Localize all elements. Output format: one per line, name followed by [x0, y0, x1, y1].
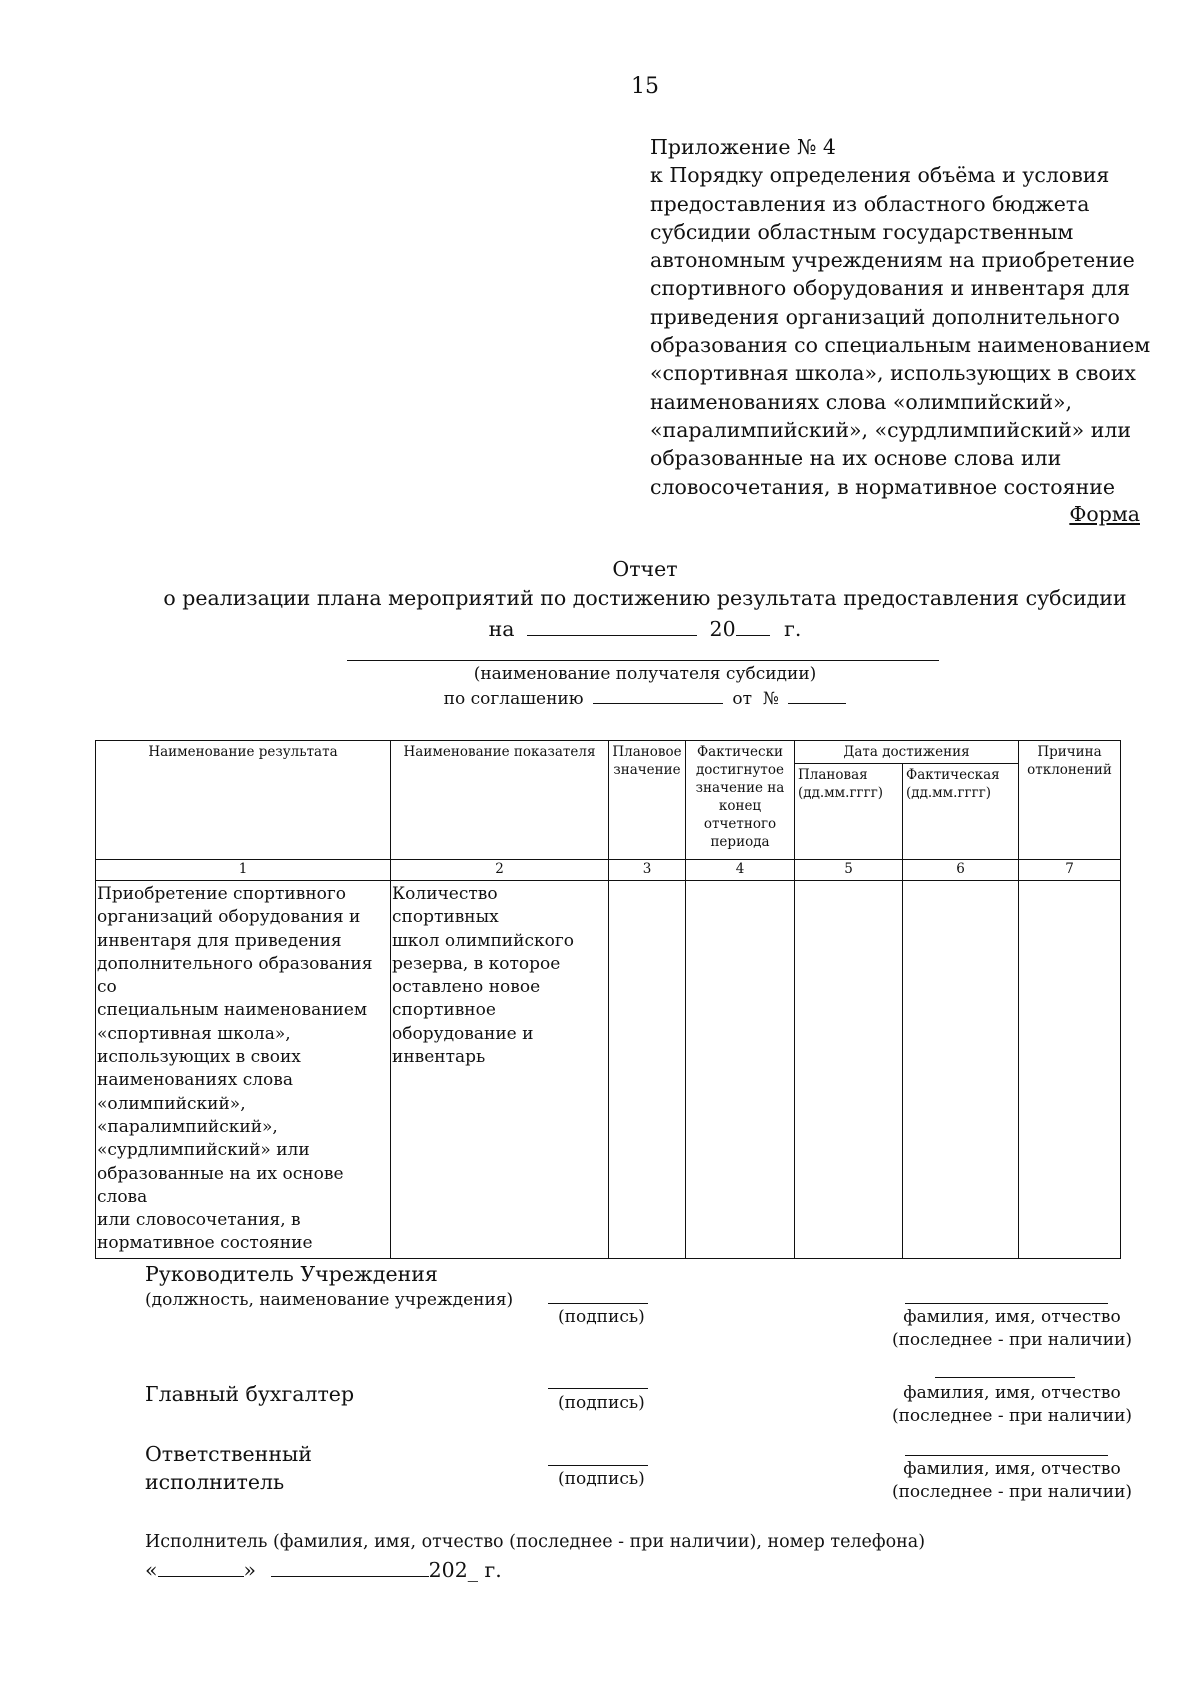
indicator-name-cell	[391, 881, 609, 1259]
appendix-line: спортивного оборудования и инвентаря для	[650, 276, 1131, 301]
executor-title-line1: Ответственный	[145, 1442, 312, 1466]
header-indicator-name: Наименование показателя	[391, 741, 609, 860]
head-subtitle: (должность, наименование учреждения)	[145, 1290, 514, 1310]
head-name-caption	[882, 1306, 1142, 1352]
agreement-from: от	[732, 689, 753, 709]
result-line: «олимпийский»,	[97, 1093, 246, 1114]
agreement-number-blank[interactable]	[788, 687, 846, 704]
indicator-line: инвентарь	[392, 1047, 486, 1068]
recipient-caption: (наименование получателя субсидии)	[473, 664, 817, 684]
header-actual-value-line: периода	[710, 834, 770, 850]
column-number: 2	[391, 860, 609, 881]
header-actual-value-line: отчетного	[703, 816, 777, 832]
executor-title-line2: исполнитель	[145, 1470, 285, 1494]
header-result-name: Наименование результата	[96, 741, 391, 860]
report-title: Отчет	[612, 557, 678, 581]
footer-date-line	[145, 1556, 502, 1582]
agreement-prefix: по соглашению	[443, 689, 584, 709]
indicator-line: оставлено новое	[392, 977, 541, 998]
head-name-line[interactable]	[905, 1303, 1108, 1304]
report-table	[95, 740, 1121, 1259]
appendix-block	[650, 133, 1150, 501]
appendix-line: словосочетания, в нормативное состояние	[650, 474, 1116, 499]
result-line: специальным наименованием	[97, 1000, 368, 1021]
header-planned-value-line: значение	[613, 762, 681, 778]
agreement-date-blank[interactable]	[593, 687, 723, 704]
header-actual-value-line: конец	[718, 798, 762, 814]
indicator-line: спортивное	[392, 1000, 496, 1021]
column-number: 1	[96, 860, 391, 881]
header-achievement-date: Дата достижения	[795, 741, 1019, 764]
header-actual-value	[686, 741, 795, 860]
header-actual-value-line: достигнутое	[695, 762, 785, 778]
result-line: дополнительного образования со	[97, 953, 373, 998]
indicator-line: резерва, в которое	[392, 953, 561, 974]
header-planned-date-line: (дд.мм.гггг)	[798, 785, 884, 801]
report-year-blank[interactable]	[736, 615, 770, 636]
recipient-name-line[interactable]	[347, 660, 939, 661]
appendix-line: образования со специальным наименованием	[650, 333, 1151, 358]
result-line: «паралимпийский»,	[97, 1116, 278, 1137]
date-open-quote: «	[145, 1558, 158, 1582]
header-actual-date	[903, 764, 1019, 860]
form-label: Форма	[1069, 502, 1140, 526]
header-planned-date	[795, 764, 903, 860]
header-deviation-line: Причина	[1037, 744, 1102, 760]
appendix-line: субсидии областным государственным	[650, 219, 1074, 244]
indicator-line: Количество спортивных	[392, 884, 499, 928]
header-deviation-reason	[1019, 741, 1121, 860]
header-actual-date-line: (дд.мм.гггг)	[906, 785, 992, 801]
appendix-line: предоставления из областного бюджета	[650, 191, 1090, 216]
column-number: 5	[795, 860, 903, 881]
accountant-title: Главный бухгалтер	[145, 1382, 355, 1406]
report-date-line	[0, 615, 1200, 641]
agreement-no: №	[762, 689, 779, 709]
executor-name-line[interactable]	[905, 1455, 1108, 1456]
name-caption-line: (последнее - при наличии)	[891, 1406, 1133, 1426]
footer-month-blank[interactable]	[271, 1556, 429, 1577]
header-deviation-line: отклонений	[1027, 762, 1112, 778]
agreement-line	[0, 687, 1200, 709]
name-caption-line: фамилия, имя, отчество	[903, 1383, 1121, 1403]
result-line: организаций оборудования и	[97, 907, 361, 928]
header-actual-value-line: Фактически	[696, 744, 784, 760]
head-title: Руководитель Учреждения	[145, 1262, 438, 1286]
footer-day-blank[interactable]	[158, 1556, 244, 1577]
planned-value-cell[interactable]	[609, 881, 686, 1259]
date-year: 20	[709, 617, 736, 641]
deviation-reason-cell[interactable]	[1019, 881, 1121, 1259]
result-line: «спортивная школа»,	[97, 1023, 291, 1044]
appendix-line: образованные на их основе слова или	[650, 446, 1062, 471]
result-line: «сурдлимпийский» или	[97, 1140, 310, 1161]
result-line: инвентаря для приведения	[97, 930, 342, 951]
head-signature-line[interactable]	[548, 1303, 648, 1304]
accountant-name-line[interactable]	[935, 1377, 1075, 1378]
executor-name-caption	[882, 1458, 1142, 1504]
result-line: нормативное состояние	[97, 1233, 313, 1254]
name-caption-line: (последнее - при наличии)	[891, 1482, 1133, 1502]
appendix-line: приведения организаций дополнительного	[650, 304, 1120, 329]
footer-year: 202_ г.	[428, 1558, 502, 1582]
header-planned-value-line: Плановое	[612, 744, 682, 760]
header-actual-date-line: Фактическая	[906, 767, 1000, 783]
indicator-line: оборудование и	[392, 1023, 534, 1044]
report-date-blank[interactable]	[527, 615, 697, 636]
executor-signature-caption: (подпись)	[558, 1469, 645, 1489]
report-subtitle: о реализации плана мероприятий по достижению результата предоставления субсидии	[163, 586, 1127, 610]
appendix-line: Приложение № 4	[650, 135, 836, 159]
page-number: 15	[631, 74, 659, 99]
appendix-line: автономным учреждениям на приобретение	[650, 248, 1135, 273]
result-name-cell	[96, 881, 391, 1259]
appendix-line: наименованиях слова «олимпийский»,	[650, 389, 1073, 414]
planned-date-cell[interactable]	[795, 881, 903, 1259]
appendix-line: к Порядку определения объёма и условия	[650, 163, 1110, 188]
accountant-name-caption	[882, 1382, 1142, 1428]
column-number: 3	[609, 860, 686, 881]
actual-value-cell[interactable]	[686, 881, 795, 1259]
column-number: 6	[903, 860, 1019, 881]
result-line: Приобретение спортивного	[97, 884, 347, 904]
result-line: наименованиях слова	[97, 1070, 293, 1091]
appendix-line: «паралимпийский», «сурдлимпийский» или	[650, 417, 1132, 442]
name-caption-line: фамилия, имя, отчество	[903, 1307, 1121, 1327]
date-prefix: на	[488, 617, 515, 641]
result-line: использующих в своих	[97, 1047, 301, 1068]
accountant-signature-line[interactable]	[548, 1388, 648, 1389]
name-caption-line: (последнее - при наличии)	[891, 1330, 1133, 1350]
column-number-row	[96, 860, 1121, 881]
column-number: 4	[686, 860, 795, 881]
column-number: 7	[1019, 860, 1121, 881]
actual-date-cell[interactable]	[903, 881, 1019, 1259]
executor-contact-line: Исполнитель (фамилия, имя, отчество (последнее - при наличии), номер телефона)	[145, 1532, 926, 1552]
head-signature-caption: (подпись)	[558, 1307, 645, 1327]
table-row	[96, 881, 1121, 1259]
indicator-line: школ олимпийского	[392, 930, 574, 951]
result-line: образованные на их основе слова	[97, 1163, 344, 1207]
accountant-signature-caption: (подпись)	[558, 1393, 645, 1413]
header-planned-date-line: Плановая	[798, 767, 868, 783]
header-planned-value	[609, 741, 686, 860]
date-close-quote: »	[243, 1558, 257, 1582]
header-actual-value-line: значение на	[695, 780, 785, 796]
name-caption-line: фамилия, имя, отчество	[903, 1459, 1121, 1479]
result-line: или словосочетания, в	[97, 1210, 301, 1231]
date-suffix: г.	[784, 617, 802, 641]
executor-signature-line[interactable]	[548, 1465, 648, 1466]
appendix-line: «спортивная школа», использующих в своих	[650, 361, 1136, 386]
